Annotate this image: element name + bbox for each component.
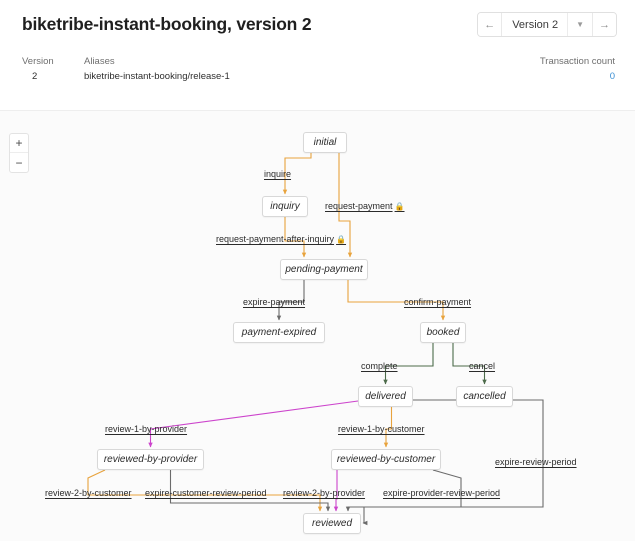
state-node-booked[interactable] xyxy=(420,322,466,343)
state-node-label: reviewed xyxy=(311,518,353,529)
lock-icon: 🔒 xyxy=(336,235,347,244)
version-value: 2 xyxy=(32,71,38,82)
version-select-label: Version 2 xyxy=(512,18,559,31)
lock-icon: 🔒 xyxy=(394,202,405,211)
transition-label-text: review-1-by-provider xyxy=(105,424,188,434)
transition-label-text: expire-provider-review-period xyxy=(383,488,501,498)
state-node-label: pending-payment xyxy=(285,264,363,275)
zoom-out-button[interactable]: − xyxy=(15,155,23,170)
state-machine-graph xyxy=(0,111,635,541)
state-node-label: booked xyxy=(426,327,460,338)
arrow-left-icon[interactable]: ← xyxy=(478,13,502,36)
aliases-value: biketribe-instant-booking/release-1 xyxy=(84,71,230,82)
transition-label-text: complete xyxy=(361,361,398,371)
meta-transaction-count xyxy=(540,54,615,85)
transition-label-text: review-2-by-provider xyxy=(283,488,366,498)
transition-label-complete[interactable] xyxy=(361,361,398,371)
graph-canvas[interactable] xyxy=(0,110,635,541)
state-node-reviewed-by-provider[interactable] xyxy=(97,449,204,470)
state-node-inquiry[interactable] xyxy=(262,196,308,217)
state-node-label: reviewed-by-provider xyxy=(103,454,198,465)
state-node-label: initial xyxy=(313,137,337,148)
state-node-label: delivered xyxy=(365,391,406,402)
transition-label-expire-customer-review-period[interactable] xyxy=(145,488,267,498)
transition-label-text: expire-review-period xyxy=(495,457,577,467)
transition-label-review-2-by-customer[interactable] xyxy=(45,488,132,498)
chevron-down-icon[interactable]: ▼ xyxy=(567,13,584,36)
transaction-count-label: Transaction count xyxy=(539,56,615,67)
transition-label-text: request-payment-after-inquiry xyxy=(216,234,335,244)
state-node-payment-expired[interactable] xyxy=(233,322,325,343)
transition-label-text: review-1-by-customer xyxy=(338,424,425,434)
state-node-reviewed-by-customer[interactable] xyxy=(331,449,441,470)
zoom-controls[interactable] xyxy=(9,133,29,173)
transition-label-expire-payment[interactable] xyxy=(243,297,305,307)
state-node-label: cancelled xyxy=(463,391,506,402)
transaction-count-value[interactable]: 0 xyxy=(609,71,615,82)
state-node-label: reviewed-by-customer xyxy=(336,454,436,465)
state-node-cancelled[interactable] xyxy=(456,386,513,407)
transition-label-review-1-by-provider[interactable] xyxy=(105,424,187,434)
aliases-label: Aliases xyxy=(84,56,115,67)
state-node-delivered[interactable] xyxy=(358,386,413,407)
transition-label-inquire[interactable] xyxy=(264,169,291,179)
transition-label-text: inquire xyxy=(264,169,292,179)
transition-label-request-payment-after-inquiry[interactable] xyxy=(216,234,346,244)
meta-version xyxy=(22,54,54,85)
transition-label-text: review-2-by-customer xyxy=(45,488,132,498)
state-node-initial[interactable] xyxy=(303,132,347,153)
transition-label-text: confirm-payment xyxy=(404,297,472,307)
transition-label-review-1-by-customer[interactable] xyxy=(338,424,425,434)
page-title: biketribe-instant-booking, version 2 xyxy=(22,14,312,34)
meta-aliases xyxy=(84,54,230,85)
state-node-label: inquiry xyxy=(270,201,300,212)
transition-label-cancel[interactable] xyxy=(469,361,495,371)
transition-label-expire-provider-review-period[interactable] xyxy=(383,488,500,498)
transition-label-expire-review-period[interactable] xyxy=(495,457,577,467)
state-node-reviewed[interactable] xyxy=(303,513,361,534)
transition-label-text: request-payment xyxy=(325,201,393,211)
transition-label-text: cancel xyxy=(469,361,496,371)
transition-label-text: expire-customer-review-period xyxy=(145,488,267,498)
page-header xyxy=(0,0,635,46)
transition-label-review-2-by-provider[interactable] xyxy=(283,488,365,498)
state-node-label: payment-expired xyxy=(241,327,317,338)
arrow-right-icon[interactable]: → xyxy=(592,13,616,36)
transition-label-confirm-payment[interactable] xyxy=(404,297,471,307)
transition-label-request-payment[interactable] xyxy=(325,201,405,211)
version-select[interactable] xyxy=(502,13,592,36)
transition-label-text: expire-payment xyxy=(243,297,306,307)
version-label: Version xyxy=(22,56,54,67)
version-nav[interactable] xyxy=(477,12,617,37)
meta-bar xyxy=(0,46,635,92)
state-node-pending-payment[interactable] xyxy=(280,259,368,280)
zoom-in-button[interactable]: + xyxy=(10,134,28,153)
